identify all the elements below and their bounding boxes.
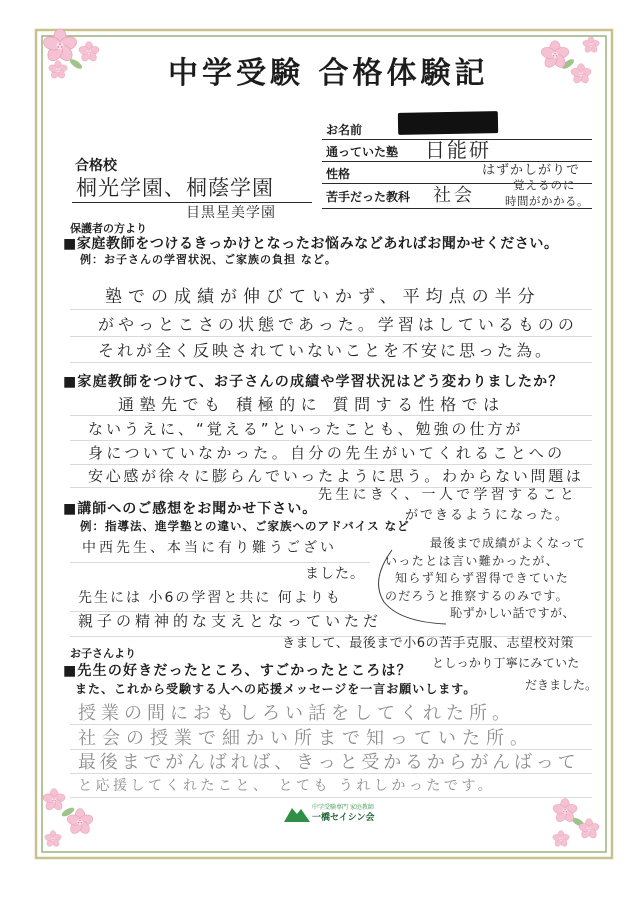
q2-answer-line: ないうえに、“覚える”といったことも、勉強の仕方が bbox=[88, 420, 524, 438]
q4-subheading: また、これから受験する人への応援メッセージを一言お願いします。 bbox=[75, 682, 477, 696]
q3-answer-line: だきました。 bbox=[525, 678, 598, 692]
q2-answer-line: ができるようになった。 bbox=[405, 508, 571, 523]
name-label: お名前 bbox=[326, 123, 363, 137]
q1-answer-line: 塾での成績が伸びていかず、平均点の半分 bbox=[105, 287, 541, 307]
q3-answer-line: 中西先生、本当に有り難うござい bbox=[82, 540, 337, 556]
q3-answer-line: 親子の精神的な支えとなっていただ bbox=[78, 612, 383, 630]
mountain-logo-icon bbox=[284, 808, 310, 822]
flower-icon bbox=[48, 61, 68, 80]
answer-rule bbox=[70, 440, 592, 441]
q3-answer-line: ました。 bbox=[305, 566, 365, 582]
juku-label: 通っていた塾 bbox=[326, 145, 399, 159]
q3-example: 例：指導法、進学塾との違い、ご家族へのアドバイス など bbox=[80, 519, 410, 533]
flower-icon bbox=[42, 789, 66, 812]
q3-heading: ■講師へのご感想をお聞かせ下さい。 bbox=[63, 501, 318, 517]
q2-margin-note-line: 最後まで成績がよくなって bbox=[430, 536, 587, 550]
q2-heading: ■家庭教師をつけて、お子さんの成績や学習状況はどう変わりましたか？ bbox=[63, 374, 564, 390]
answer-rule bbox=[70, 336, 592, 337]
q2-answer-line: 先生にきく、一人で学習すること bbox=[318, 487, 578, 503]
q2-answer-line: 安心感が徐々に膨らんでいったように思う。わからない問題は bbox=[88, 467, 584, 485]
weak-subject-note-line: 覚えるのに bbox=[513, 178, 576, 192]
name-redaction-bar bbox=[398, 111, 498, 135]
q3-answer-line: 先生には 小6の学習と共に 何よりも bbox=[78, 590, 342, 606]
q4-answer-line: 授業の間におもしろい話をしてくれた所。 bbox=[78, 703, 515, 724]
flower-icon bbox=[44, 830, 62, 847]
q2-margin-note-line: のだろうと推察するのみです。 bbox=[385, 589, 569, 603]
q1-example: 例：お子さんの学習状況、ご家族の負担 など。 bbox=[80, 253, 337, 266]
passed-schools-label: 合格校 bbox=[75, 158, 117, 174]
flower-icon bbox=[582, 36, 600, 53]
answer-rule bbox=[70, 415, 592, 416]
q4-answer-line: と応援してくれたこと、 とても うれしかったです。 bbox=[78, 778, 496, 794]
q4-answer-line: 社会の授業で細かい所まで知っていた所。 bbox=[78, 728, 534, 749]
q1-answer-line: それが全く反映されていないことを不安に思った為。 bbox=[98, 341, 555, 360]
answer-rule bbox=[70, 464, 592, 465]
q4-answer-line: 最後までがんばれば、きっと受かるからがんばって bbox=[78, 752, 580, 773]
q2-answer-line: 身についていなかった。自分の先生がいてくれることへの bbox=[88, 444, 566, 462]
passed-schools-line: 桐光学園、桐蔭学園 bbox=[76, 176, 274, 200]
q4-heading: ■先生の好きだったところ、すごかったところは？ bbox=[63, 663, 412, 679]
weak-subject-label: 苦手だった教科 bbox=[326, 190, 411, 204]
q2-answer-line: 通塾先でも 積極的に 質問する性格では bbox=[118, 395, 505, 414]
personality-label: 性格 bbox=[326, 167, 351, 181]
weak-subject-value: 社会 bbox=[433, 185, 475, 206]
answer-rule bbox=[70, 362, 592, 363]
child-section-label: お子さんより bbox=[70, 647, 136, 660]
flower-icon bbox=[42, 29, 78, 64]
flower-icon bbox=[78, 42, 100, 63]
q2-margin-note-line: 恥ずかしい話ですが、 bbox=[450, 606, 576, 620]
answer-rule bbox=[70, 562, 370, 563]
q1-answer-line: がやっとこさの状態であった。学習はしているものの bbox=[98, 315, 578, 334]
q3-answer-line: としっかり丁寧にみていた bbox=[432, 656, 580, 670]
juku-value: 日能研 bbox=[425, 138, 491, 162]
q1-heading: ■家庭教師をつけるきっかけとなったお悩みなどあればお聞かせください。 bbox=[63, 236, 559, 252]
passed-schools-underline bbox=[72, 202, 312, 203]
passed-schools-line: 目黒星美学園 bbox=[186, 205, 276, 221]
q3-answer-line: きまして、最後まで小6の苦手克服、志望校対策 bbox=[282, 636, 575, 651]
flower-icon bbox=[570, 64, 592, 85]
answer-rule bbox=[70, 309, 592, 310]
q2-margin-note-line: いったとは言い難かったが、 bbox=[385, 554, 560, 568]
q2-margin-note-line: 知らず知らず習得できていた bbox=[395, 571, 570, 585]
flower-icon bbox=[552, 830, 570, 847]
parent-section-label: 保護者の方より bbox=[70, 222, 147, 235]
juku-underline bbox=[322, 161, 592, 162]
answer-rule bbox=[70, 797, 592, 798]
page-title: 中学受験 合格体験記 bbox=[168, 56, 489, 91]
weak-subject-note-line: 時間がかかる。 bbox=[505, 194, 589, 208]
footer-logo-name: 一橋セイシン会 bbox=[312, 813, 375, 823]
footer-logo-tagline: 中学受験専門 家庭教師 bbox=[312, 804, 374, 811]
weak-subject-underline bbox=[322, 208, 592, 209]
personality-value: はずかしがりで bbox=[482, 163, 581, 178]
